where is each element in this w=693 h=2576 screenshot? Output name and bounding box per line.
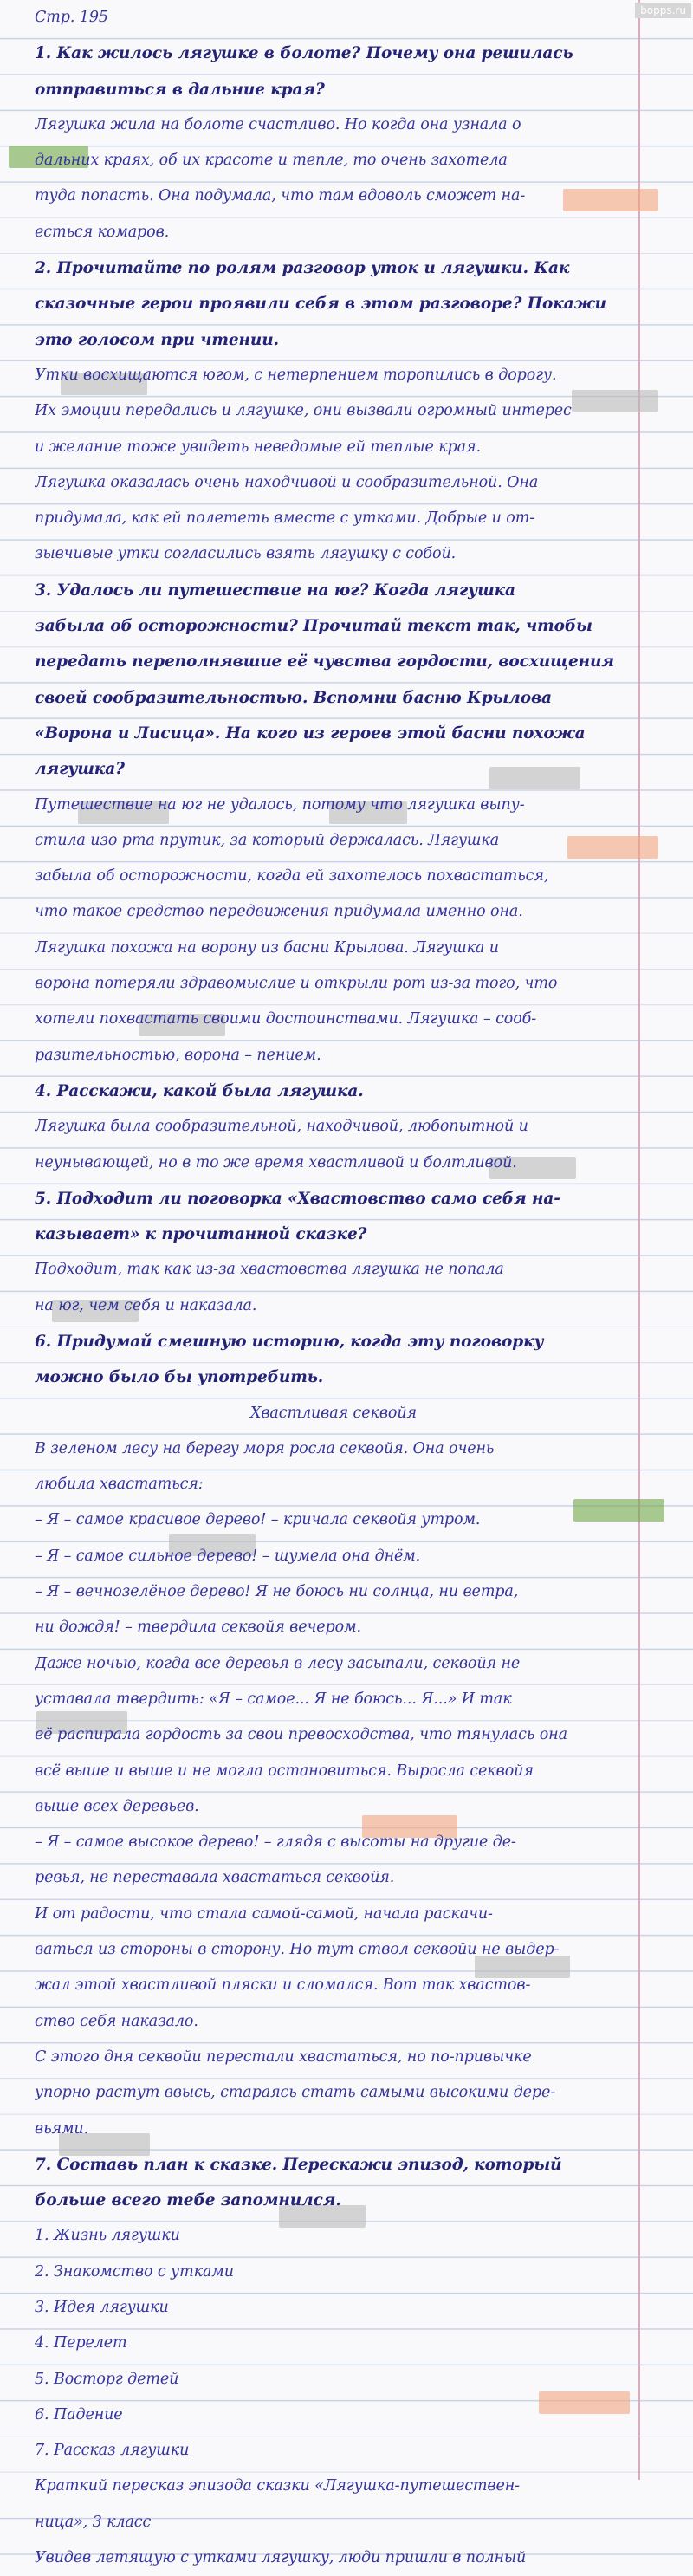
answer-line: Краткий пересказ эпизода сказки «Лягушка-путешествен-	[35, 2477, 520, 2495]
answer-line: Лягушка жила на болоте счастливо. Но когда она узнала о	[35, 115, 521, 133]
answer-line: Подходит, так как из-за хвастовства лягушка не попала	[35, 1261, 504, 1279]
question-line: забыла об осторожности? Прочитай текст так, чтобы	[35, 617, 593, 636]
answer-line: хотели похвастать своими достоинствами. Лягушка – сооб-	[35, 1010, 537, 1028]
question-line: 2. Прочитайте по ролям разговор уток и лягушки. Как	[35, 259, 570, 278]
answer-line: всё выше и выше и не могла остановиться. Выросла секвойя	[35, 1762, 534, 1780]
answer-line: что такое средство передвижения придумала именно она.	[35, 903, 523, 921]
question-line: 4. Расскажи, какой была лягушка.	[35, 1081, 364, 1100]
question-line: передать переполнявшие её чувства гордости, восхищения	[35, 652, 614, 672]
answer-line: – Я – вечнозелёное дерево! Я не боюсь ни солнца, ни ветра,	[35, 1583, 519, 1601]
answer-line: 3. Идея лягушки	[35, 2299, 169, 2316]
answer-line: есться комаров.	[35, 223, 170, 241]
question-line: это голосом при чтении.	[35, 330, 279, 349]
answer-line: дальних краях, об их красоте и тепле, то очень захотела	[35, 152, 508, 170]
answer-line: ревья, не переставала хвастаться секвойя.	[35, 1869, 395, 1887]
answer-line: В зеленом лесу на берегу моря росла секвойя. Она очень	[35, 1439, 495, 1457]
answer-line: жал этой хвастливой пляски и сломался. Вот так хвастов-	[35, 1976, 531, 1995]
answer-line: – Я – самое красивое дерево! – кричала секвойя утром.	[35, 1511, 481, 1529]
answer-line: 4. Перелет	[35, 2334, 127, 2352]
answer-line: Лягушка оказалась очень находчивой и сообразительной. Она	[35, 473, 539, 491]
answer-line: 5. Восторг детей	[35, 2370, 179, 2388]
answer-line: забыла об осторожности, когда ей захотелось похвастаться,	[35, 867, 549, 886]
answer-line: Путешествие на юг не удалось, потому что лягушка выпу-	[35, 795, 525, 814]
answer-line: уставала твердить: «Я – самое... Я не боюсь... Я...» И так	[35, 1690, 512, 1708]
answer-line: 1. Жизнь лягушки	[35, 2227, 180, 2245]
answer-line: разительностью, ворона – пением.	[35, 1046, 321, 1064]
answer-line: ни дождя! – твердила секвойя вечером.	[35, 1619, 361, 1637]
answer-line: ваться из стороны в сторону. Но тут ствол секвойи не выдер-	[35, 1941, 560, 1959]
answer-line: придумала, как ей полететь вместе с утками. Добрые и от-	[35, 509, 535, 528]
question-line: своей сообразительностью. Вспомни басню Крылова	[35, 688, 552, 707]
answer-line: – Я – самое высокое дерево! – глядя с высоты на другие де-	[35, 1833, 516, 1852]
answer-line: ница», 3 класс	[35, 2513, 152, 2531]
answer-line: И от радости, что стала самой-самой, начала раскачи-	[35, 1904, 493, 1923]
question-line: 5. Подходит ли поговорка «Хвастовство само себя на-	[35, 1189, 560, 1208]
question-line: 1. Как жилось лягушке в болоте? Почему она решилась	[35, 44, 573, 63]
notebook-margin-line	[638, 0, 640, 2480]
question-line: «Ворона и Лисица». На кого из героев этой басни похожа	[35, 723, 586, 743]
answer-line: Лягушка похожа на ворону из басни Крылова. Лягушка и	[35, 938, 499, 957]
answer-line: С этого дня секвойи перестали хвастаться, но по-привычке	[35, 2047, 532, 2066]
question-line: можно было бы употребить.	[35, 1368, 324, 1387]
answer-line: Лягушка была сообразительной, находчивой, любопытной и	[35, 1118, 528, 1136]
answer-line: выше всех деревьев.	[35, 1797, 199, 1815]
answer-line: туда попасть. Она подумала, что там вдоволь сможет на-	[35, 187, 526, 205]
answer-line: вьями.	[35, 2119, 89, 2138]
answer-line: и желание тоже увидеть неведомые ей теплые края.	[35, 438, 481, 456]
answer-line: – Я – самое сильное дерево! – шумела она днём.	[35, 1547, 421, 1565]
answer-line: ство себя наказало.	[35, 2012, 198, 2030]
answer-line: её распирала гордость за свои превосходства, что тянулась она	[35, 1726, 567, 1744]
answer-line: Увидев летящую с утками лягушку, люди пришли в полный	[35, 2549, 527, 2567]
question-line: 6. Придумай смешную историю, когда эту поговорку	[35, 1332, 544, 1351]
answer-line: Даже ночью, когда все деревья в лесу засыпали, секвойя не	[35, 1654, 521, 1672]
notebook-page	[35, 0, 632, 2576]
question-line: казывает» к прочитанной сказке?	[35, 1225, 367, 1244]
answer-line: любила хвастаться:	[35, 1476, 204, 1494]
answer-line: стила изо рта прутик, за который держалась. Лягушка	[35, 831, 500, 849]
answer-line: ворона потеряли здравомыслие и открыли рот из-за того, что	[35, 975, 558, 993]
answer-line: 6. Падение	[35, 2405, 123, 2424]
question-line: сказочные герои проявили себя в этом разговоре? Покажи	[35, 295, 606, 314]
answer-line: 2. Знакомство с утками	[35, 2262, 234, 2281]
answer-line: упорно растут ввысь, стараясь стать самыми высокими дере-	[35, 2084, 556, 2102]
answer-line: Их эмоции передались и лягушке, они вызвали огромный интерес	[35, 402, 572, 420]
answer-line: Стр. 195	[35, 9, 108, 26]
question-line: лягушка?	[35, 760, 125, 779]
story-title: Хвастливая секвойя	[249, 1404, 418, 1422]
answer-line: 7. Рассказ лягушки	[35, 2442, 190, 2460]
question-line: 3. Удалось ли путешествие на юг? Когда лягушка	[35, 581, 515, 600]
answer-line: на юг, чем себя и наказала.	[35, 1296, 257, 1314]
watermark: bopps.ru	[635, 3, 691, 18]
answer-line: неунывающей, но в то же время хвастливой и болтливой.	[35, 1153, 517, 1171]
answer-line: зывчивые утки согласились взять лягушку с собой.	[35, 545, 457, 563]
question-line: 7. Составь план к сказке. Перескажи эпизод, который	[35, 2155, 562, 2174]
question-line: отправиться в дальние края?	[35, 80, 325, 99]
answer-line: Утки восхищаются югом, с нетерпением торопились в дорогу.	[35, 366, 557, 384]
question-line: больше всего тебе запомнился.	[35, 2191, 341, 2210]
